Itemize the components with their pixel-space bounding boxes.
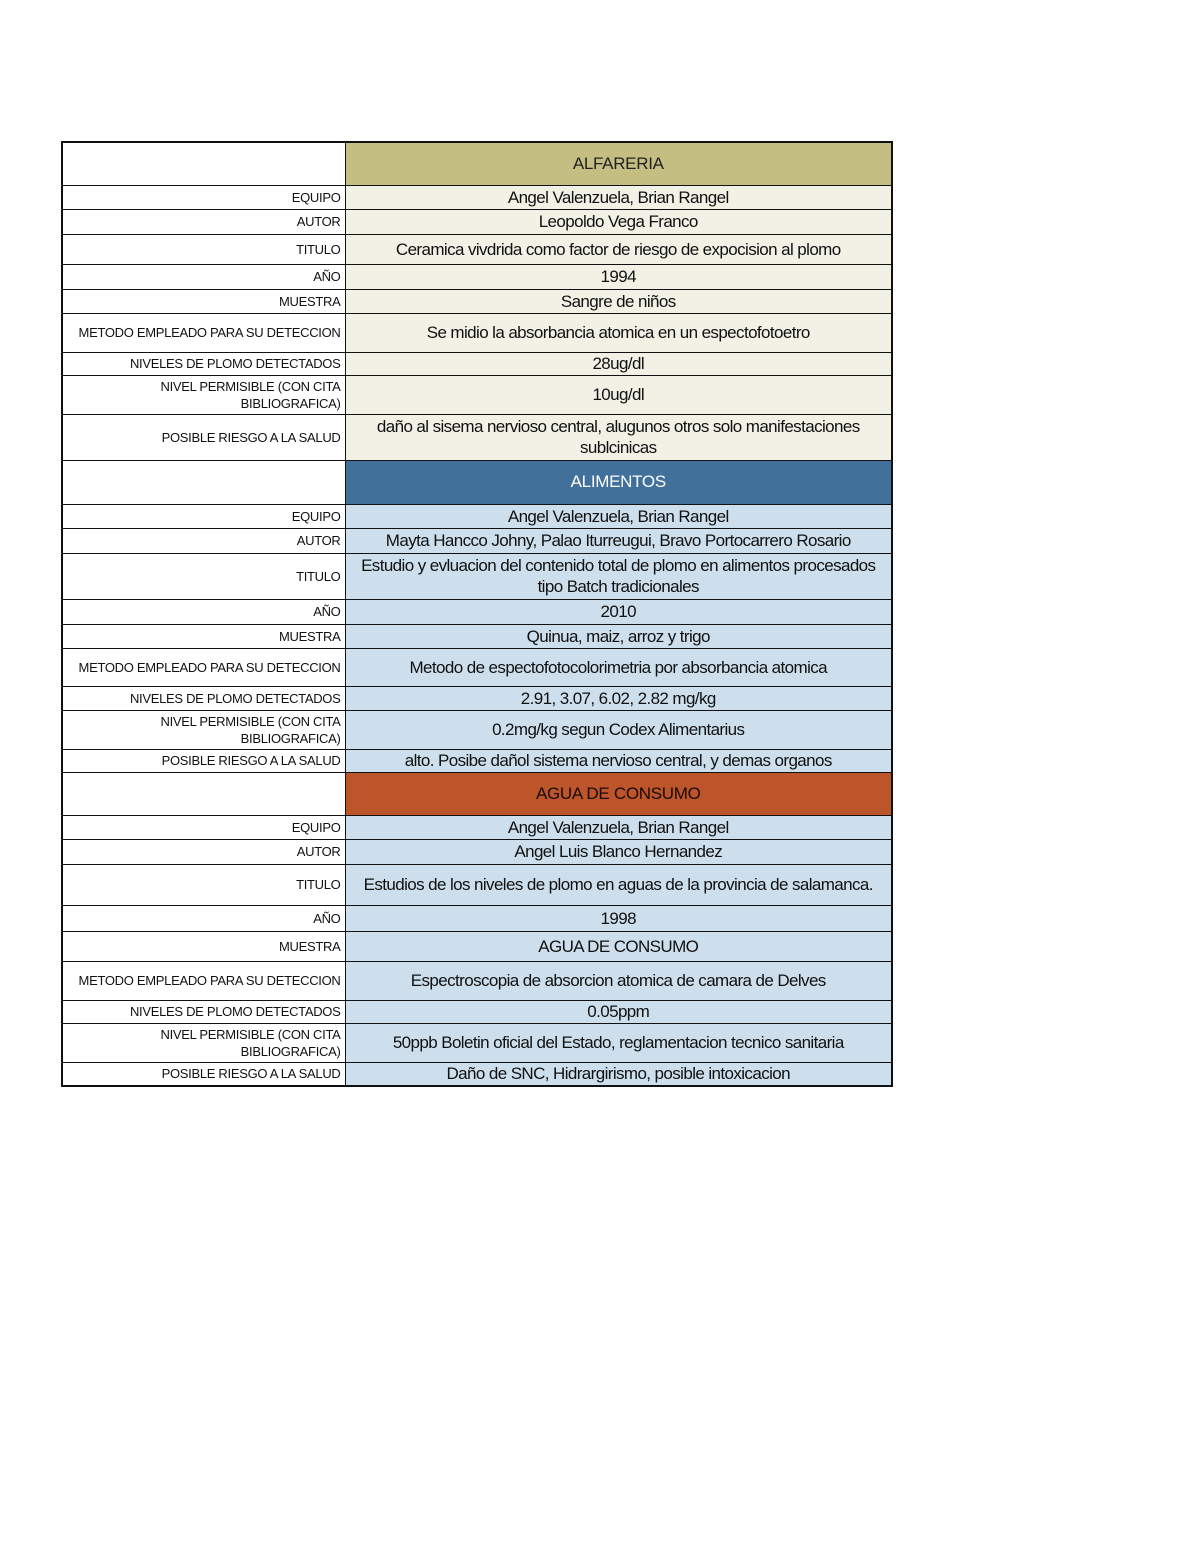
row-label-niveles: NIVELES DE PLOMO DETECTADOS [62, 1000, 345, 1023]
table-row [62, 209, 892, 234]
row-label-riesgo: POSIBLE RIESGO A LA SALUD [62, 1062, 345, 1086]
table-row [62, 648, 892, 686]
table-row [62, 313, 892, 352]
section-title-alimentos: ALIMENTOS [345, 460, 892, 504]
row-label-riesgo: POSIBLE RIESGO A LA SALUD [62, 749, 345, 772]
section-title-agua-de-consumo: AGUA DE CONSUMO [345, 772, 892, 815]
row-value-titulo: Ceramica vivdrida como factor de riesgo de expocision al plomo [345, 234, 892, 264]
section-title-alfareria: ALFARERIA [345, 142, 892, 185]
row-label-autor: AUTOR [62, 528, 345, 553]
row-label-niveles: NIVELES DE PLOMO DETECTADOS [62, 686, 345, 710]
row-label-permisible: NIVEL PERMISIBLE (CON CITA BIBLIOGRAFICA) [62, 710, 345, 749]
row-label-equipo: EQUIPO [62, 504, 345, 528]
row-value-permisible: 10ug/dl [345, 375, 892, 414]
row-label-equipo: EQUIPO [62, 815, 345, 839]
row-label-permisible: NIVEL PERMISIBLE (CON CITA BIBLIOGRAFICA) [62, 375, 345, 414]
header-blank-cell [62, 142, 345, 185]
row-label-ano: AÑO [62, 905, 345, 931]
row-value-equipo: Angel Valenzuela, Brian Rangel [345, 504, 892, 528]
table-row [62, 686, 892, 710]
row-value-muestra: Sangre de niños [345, 289, 892, 313]
row-value-riesgo: daño al sisema nervioso central, alugunos otros solo manifestaciones sublcinicas [345, 414, 892, 460]
table-row [62, 1000, 892, 1023]
row-label-niveles: NIVELES DE PLOMO DETECTADOS [62, 352, 345, 375]
table-row [62, 528, 892, 553]
table-row [62, 749, 892, 772]
row-value-riesgo: alto. Posibe dañol sistema nervioso central, y demas organos [345, 749, 892, 772]
row-value-metodo: Espectroscopia de absorcion atomica de camara de Delves [345, 961, 892, 1000]
row-value-niveles: 28ug/dl [345, 352, 892, 375]
row-label-titulo: TITULO [62, 234, 345, 264]
row-label-muestra: MUESTRA [62, 624, 345, 648]
table-row [62, 289, 892, 313]
section-alfareria [62, 142, 892, 460]
table-row [62, 599, 892, 624]
table-row [62, 710, 892, 749]
row-value-muestra: Quinua, maiz, arroz y trigo [345, 624, 892, 648]
row-value-autor: Angel Luis Blanco Hernandez [345, 839, 892, 864]
row-value-metodo: Se midio la absorbancia atomica en un espectofotoetro [345, 313, 892, 352]
table-row [62, 839, 892, 864]
row-label-ano: AÑO [62, 599, 345, 624]
row-value-ano: 2010 [345, 599, 892, 624]
row-label-autor: AUTOR [62, 839, 345, 864]
row-value-equipo: Angel Valenzuela, Brian Rangel [345, 185, 892, 209]
row-value-permisible: 50ppb Boletin oficial del Estado, reglamentacion tecnico sanitaria [345, 1023, 892, 1062]
row-value-riesgo: Daño de SNC, Hidrargirismo, posible intoxicacion [345, 1062, 892, 1086]
lead-study-table [61, 141, 893, 1087]
row-label-muestra: MUESTRA [62, 289, 345, 313]
row-label-autor: AUTOR [62, 209, 345, 234]
table-row [62, 414, 892, 460]
table-row [62, 931, 892, 961]
table-row [62, 352, 892, 375]
table-row [62, 185, 892, 209]
row-value-ano: 1998 [345, 905, 892, 931]
table-row [62, 234, 892, 264]
table-row [62, 1023, 892, 1062]
row-label-titulo: TITULO [62, 553, 345, 599]
row-label-titulo: TITULO [62, 864, 345, 905]
table-row [62, 1062, 892, 1086]
table-row [62, 815, 892, 839]
row-value-autor: Mayta Hancco Johny, Palao Iturreugui, Bravo Portocarrero Rosario [345, 528, 892, 553]
row-value-titulo: Estudio y evluacion del contenido total de plomo en alimentos procesados tipo Batch tradicionales [345, 553, 892, 599]
table-row [62, 264, 892, 289]
row-label-permisible: NIVEL PERMISIBLE (CON CITA BIBLIOGRAFICA) [62, 1023, 345, 1062]
row-label-ano: AÑO [62, 264, 345, 289]
table-row [62, 553, 892, 599]
header-blank-cell [62, 460, 345, 504]
table-row [62, 375, 892, 414]
row-label-metodo: METODO EMPLEADO PARA SU DETECCION [62, 313, 345, 352]
row-label-metodo: METODO EMPLEADO PARA SU DETECCION [62, 961, 345, 1000]
row-value-metodo: Metodo de espectofotocolorimetria por absorbancia atomica [345, 648, 892, 686]
row-label-riesgo: POSIBLE RIESGO A LA SALUD [62, 414, 345, 460]
row-value-niveles: 2.91, 3.07, 6.02, 2.82 mg/kg [345, 686, 892, 710]
table-row [62, 905, 892, 931]
row-value-niveles: 0.05ppm [345, 1000, 892, 1023]
row-value-muestra: AGUA DE CONSUMO [345, 931, 892, 961]
row-value-ano: 1994 [345, 264, 892, 289]
row-value-autor: Leopoldo Vega Franco [345, 209, 892, 234]
table-row [62, 624, 892, 648]
row-label-equipo: EQUIPO [62, 185, 345, 209]
row-value-equipo: Angel Valenzuela, Brian Rangel [345, 815, 892, 839]
table-row [62, 504, 892, 528]
section-alimentos [62, 460, 892, 772]
row-label-metodo: METODO EMPLEADO PARA SU DETECCION [62, 648, 345, 686]
header-blank-cell [62, 772, 345, 815]
row-value-titulo: Estudios de los niveles de plomo en aguas de la provincia de salamanca. [345, 864, 892, 905]
table-row [62, 961, 892, 1000]
row-value-permisible: 0.2mg/kg segun Codex Alimentarius [345, 710, 892, 749]
section-agua-de-consumo [62, 772, 892, 1086]
row-label-muestra: MUESTRA [62, 931, 345, 961]
table-row [62, 864, 892, 905]
